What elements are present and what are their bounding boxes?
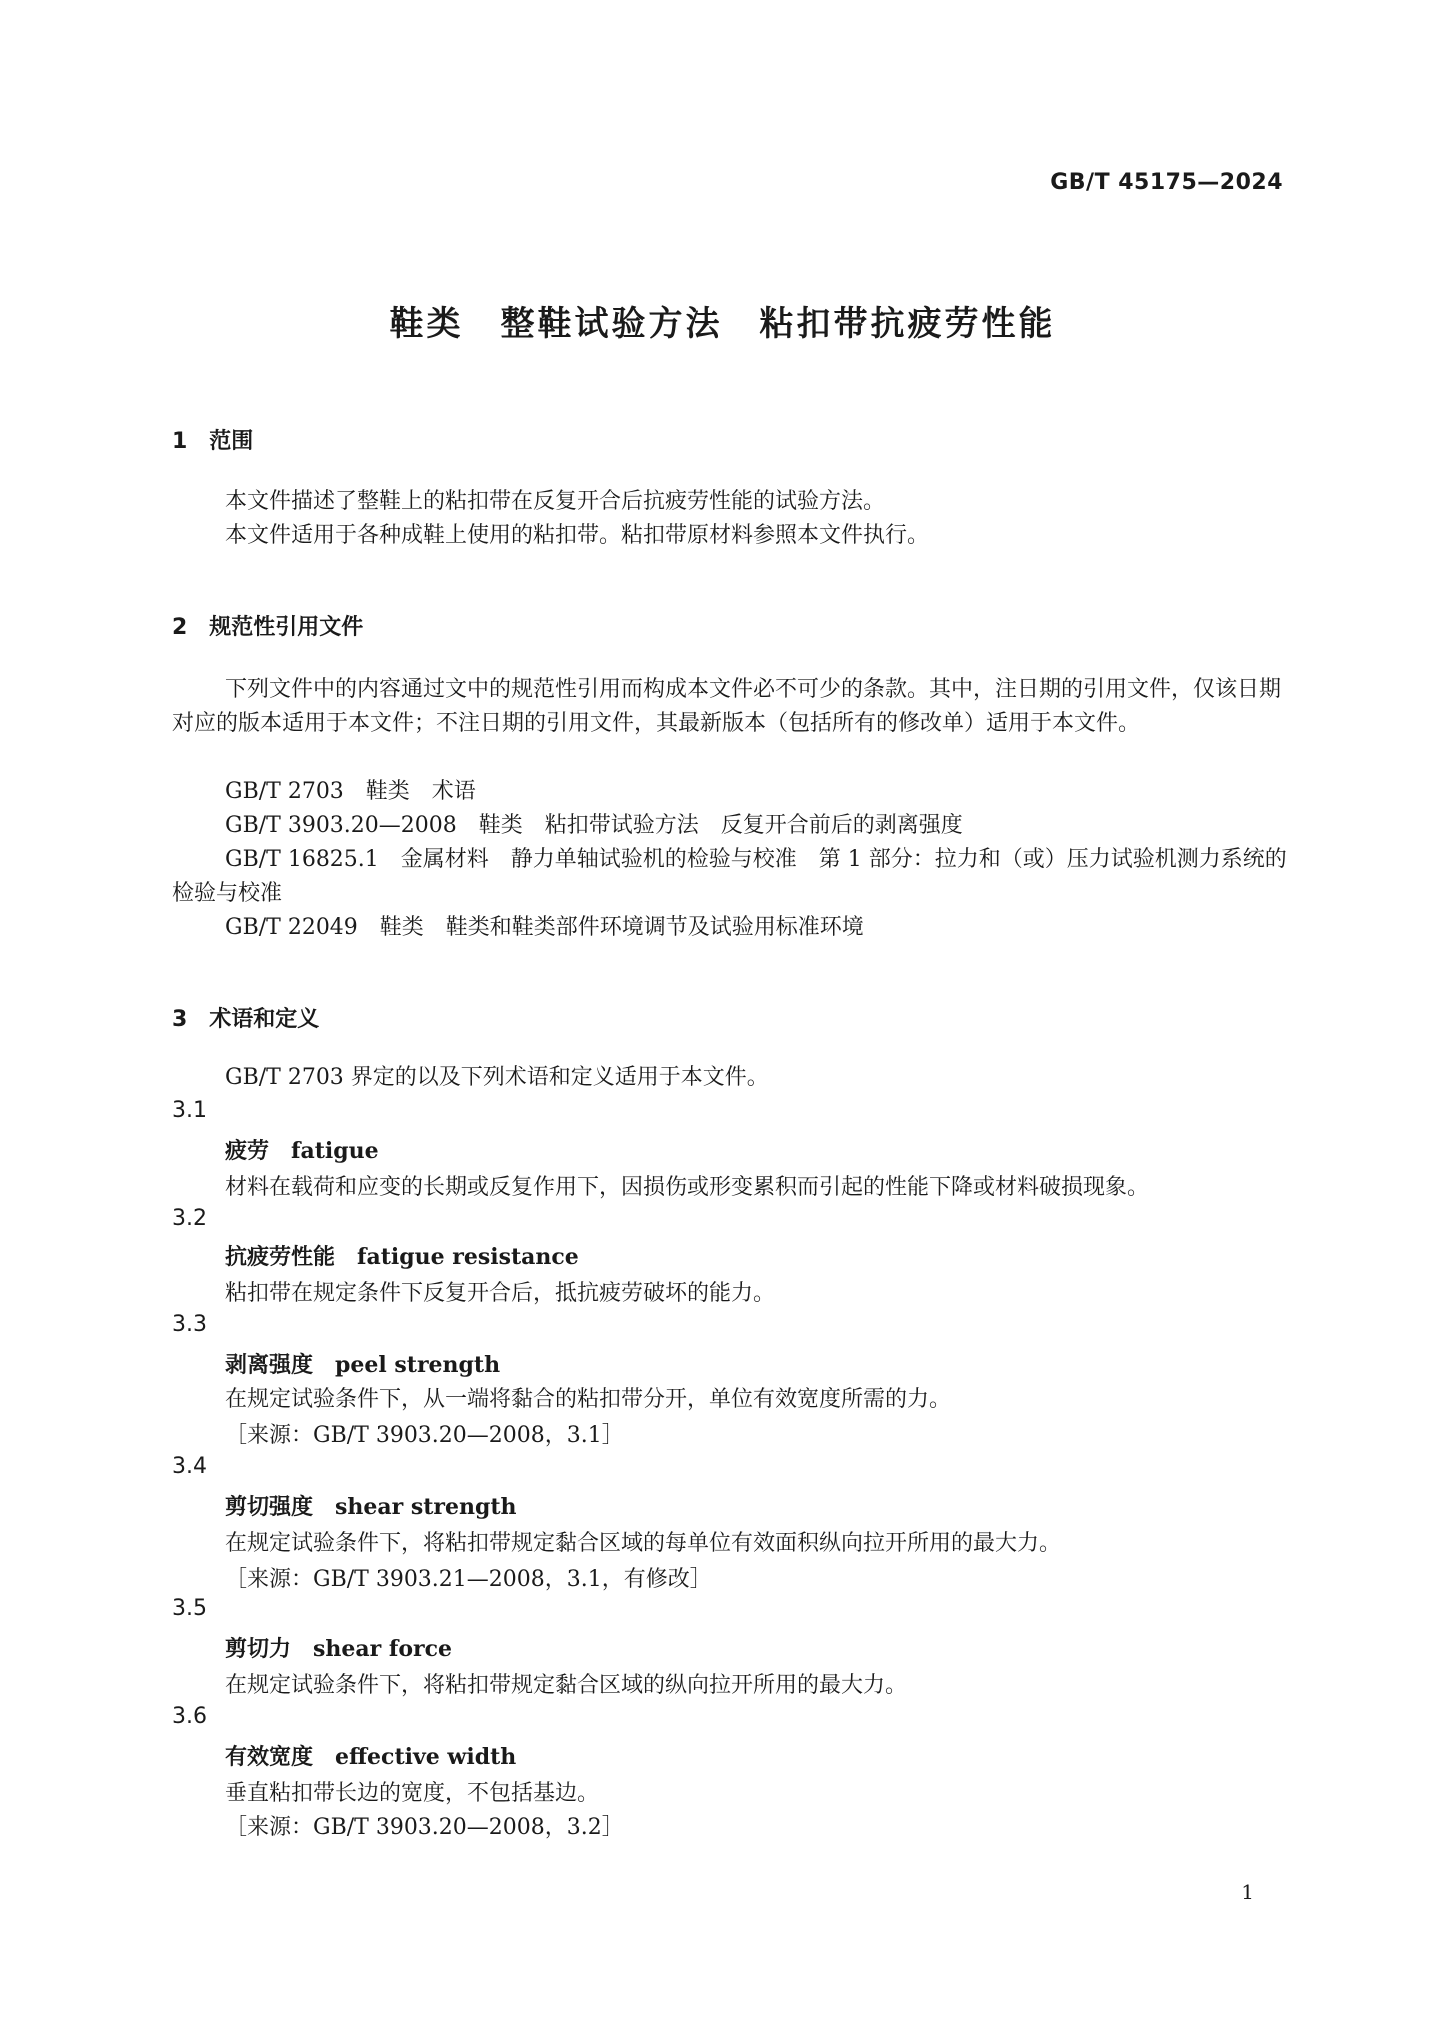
term-number: 3.2 bbox=[172, 1206, 207, 1231]
section-3-heading: 3 术语和定义 bbox=[172, 1007, 320, 1032]
term-name: 剪切强度 shear strength bbox=[225, 1494, 517, 1520]
term-source: ［来源：GB/T 3903.21—2008，3.1，有修改］ bbox=[225, 1567, 712, 1592]
term-number: 3.3 bbox=[172, 1312, 207, 1337]
normative-reference: GB/T 22049 鞋类 鞋类和鞋类部件环境调节及试验用标准环境 bbox=[225, 915, 864, 940]
page-number: 1 bbox=[1241, 1880, 1254, 1904]
term-definition: 垂直粘扣带长边的宽度，不包括基边。 bbox=[225, 1781, 600, 1806]
section-1-paragraph: 本文件适用于各种成鞋上使用的粘扣带。粘扣带原材料参照本文件执行。 bbox=[225, 523, 930, 548]
term-name: 有效宽度 effective width bbox=[225, 1744, 517, 1770]
section-2-heading: 2 规范性引用文件 bbox=[172, 615, 364, 640]
section-3-intro: GB/T 2703 界定的以及下列术语和定义适用于本文件。 bbox=[225, 1065, 769, 1090]
term-number: 3.5 bbox=[172, 1596, 207, 1621]
term-definition: 粘扣带在规定条件下反复开合后，抵抗疲劳破坏的能力。 bbox=[225, 1281, 776, 1306]
section-2-intro: 下列文件中的内容通过文中的规范性引用而构成本文件必不可少的条款。其中，注日期的引用文件，仅该日期对应的版本适用于本文件；不注日期的引用文件，其最新版本（包括所有的修改单）适用于本文件。 bbox=[172, 677, 1282, 736]
section-1-paragraph: 本文件描述了整鞋上的粘扣带在反复开合后抗疲劳性能的试验方法。 bbox=[225, 489, 886, 514]
term-name: 疲劳 fatigue bbox=[225, 1138, 379, 1164]
term-name: 剥离强度 peel strength bbox=[225, 1352, 501, 1378]
term-name: 抗疲劳性能 fatigue resistance bbox=[225, 1244, 579, 1270]
standard-number: GB/T 45175—2024 bbox=[1050, 170, 1283, 195]
term-number: 3.1 bbox=[172, 1098, 207, 1123]
term-source: ［来源：GB/T 3903.20—2008，3.1］ bbox=[225, 1423, 624, 1448]
term-source: ［来源：GB/T 3903.20—2008，3.2］ bbox=[225, 1815, 624, 1840]
term-definition: 材料在载荷和应变的长期或反复作用下，因损伤或形变累积而引起的性能下降或材料破损现象。 bbox=[225, 1175, 1150, 1200]
normative-reference: GB/T 3903.20—2008 鞋类 粘扣带试验方法 反复开合前后的剥离强度 bbox=[225, 813, 963, 838]
term-definition: 在规定试验条件下，将粘扣带规定黏合区域的每单位有效面积纵向拉开所用的最大力。 bbox=[225, 1531, 1062, 1556]
normative-reference: GB/T 16825.1 金属材料 静力单轴试验机的检验与校准 第 1 部分：拉力和（或）压力试验机测力系统的检验与校准 bbox=[172, 847, 1287, 906]
normative-reference: GB/T 2703 鞋类 术语 bbox=[225, 779, 476, 804]
section-1-heading: 1 范围 bbox=[172, 429, 254, 454]
term-number: 3.4 bbox=[172, 1454, 207, 1479]
term-definition: 在规定试验条件下，将粘扣带规定黏合区域的纵向拉开所用的最大力。 bbox=[225, 1673, 908, 1698]
term-number: 3.6 bbox=[172, 1704, 207, 1729]
term-definition: 在规定试验条件下，从一端将黏合的粘扣带分开，单位有效宽度所需的力。 bbox=[225, 1387, 952, 1412]
document-title: 鞋类 整鞋试验方法 粘扣带抗疲劳性能 bbox=[389, 304, 1056, 344]
term-name: 剪切力 shear force bbox=[225, 1636, 453, 1662]
